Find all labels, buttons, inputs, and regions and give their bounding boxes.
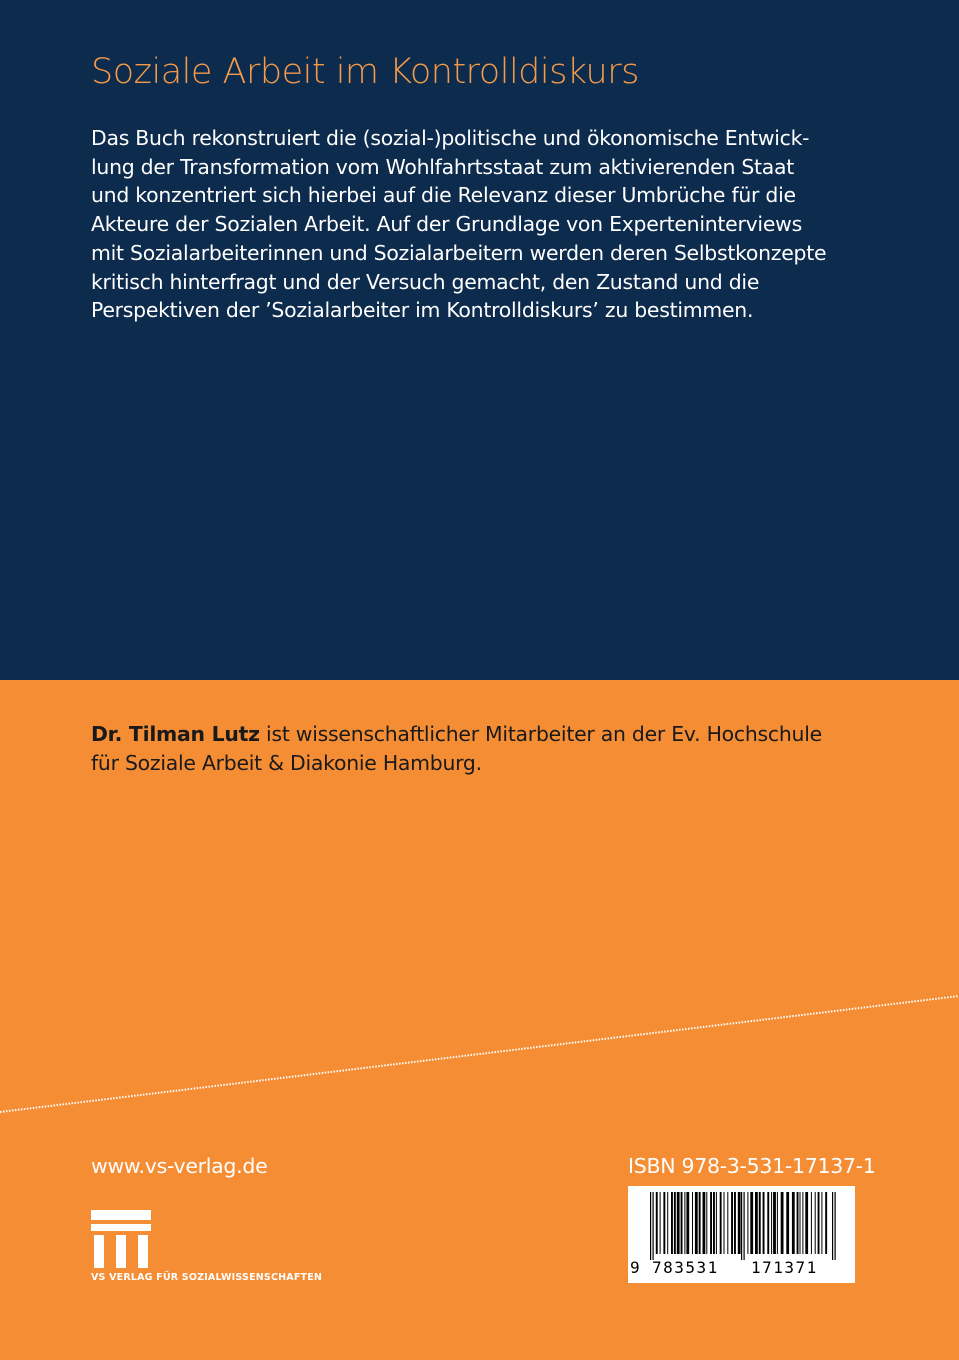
book-title: Soziale Arbeit im Kontrolldiskurs <box>91 52 639 92</box>
barcode-bar <box>771 1192 772 1254</box>
barcode-bar <box>811 1192 812 1254</box>
barcode-bar <box>727 1192 728 1254</box>
barcode-bar <box>786 1192 789 1254</box>
description-line: lung der Transformation vom Wohlfahrtsstaat zum aktivierenden Staat <box>91 154 795 179</box>
barcode-bar <box>773 1192 776 1254</box>
publisher-website-link[interactable]: www.vs-verlag.de <box>91 1154 268 1178</box>
barcode-bar <box>656 1192 658 1254</box>
barcode-digits <box>628 1258 855 1280</box>
barcode-guard-bar <box>744 1192 745 1260</box>
barcode-bar <box>684 1192 685 1254</box>
barcode-bar <box>713 1192 715 1254</box>
barcode-bar <box>663 1192 665 1254</box>
barcode-bar <box>821 1192 822 1254</box>
barcode-bar <box>671 1192 673 1254</box>
barcode-bar <box>716 1192 717 1254</box>
barcode-bar <box>720 1192 722 1254</box>
barcode-bar <box>825 1192 827 1254</box>
barcode-bar <box>792 1192 795 1254</box>
barcode-guard-bar <box>650 1192 651 1260</box>
description-line: und konzentriert sich hierbei auf die Relevanz dieser Umbrüche für die <box>91 183 796 208</box>
barcode-guard-bar <box>741 1192 742 1260</box>
description-line: kritisch hinterfragt und der Versuch gemacht, den Zustand und die <box>91 269 760 294</box>
barcode-bar <box>699 1192 701 1254</box>
barcode-guard-bar <box>653 1192 654 1260</box>
barcode-first-digit: 9 <box>630 1258 640 1277</box>
barcode-guard-bar <box>832 1192 833 1260</box>
barcode-left-group: 783531 <box>652 1258 719 1277</box>
barcode-bars <box>638 1192 845 1260</box>
barcode-bar <box>677 1192 680 1254</box>
author-bio <box>91 720 891 778</box>
barcode-bar <box>767 1192 769 1254</box>
isbn-label: ISBN 978-3-531-17137-1 <box>628 1154 876 1178</box>
barcode-bar <box>802 1192 803 1254</box>
barcode-bar <box>695 1192 698 1254</box>
barcode-bar <box>674 1192 676 1254</box>
author-bio-line: für Soziale Arbeit & Diakonie Hamburg. <box>91 751 482 775</box>
publisher-name: VS VERLAG FÜR SOZIALWISSENSCHAFTEN <box>91 1272 323 1283</box>
barcode-bar <box>738 1192 741 1254</box>
barcode-bar <box>710 1192 712 1254</box>
barcode-bar <box>815 1192 816 1254</box>
author-bio-text: ist wissenschaftlicher Mitarbeiter an der Ev. Hochschule <box>259 722 822 746</box>
barcode-bar <box>797 1192 799 1254</box>
barcode-bar <box>750 1192 753 1254</box>
book-description <box>91 124 871 325</box>
description-line: Akteure der Sozialen Arbeit. Auf der Grundlage von Experteninterviews <box>91 212 802 237</box>
barcode-bar <box>747 1192 748 1254</box>
barcode-bar <box>681 1192 683 1254</box>
description-line: Perspektiven der ’Sozialarbeiter im Kontrolldiskurs’ zu bestimmen. <box>91 298 754 323</box>
description-line: mit Sozialarbeiterinnen und Sozialarbeitern werden deren Selbstkonzepte <box>91 240 827 265</box>
barcode-bar <box>731 1192 733 1254</box>
barcode-guard-bar <box>835 1192 836 1260</box>
vs-verlag-logo-icon <box>91 1210 151 1268</box>
barcode-bar <box>800 1192 801 1254</box>
description-line: Das Buch rekonstruiert die (sozial-)politische und ökonomische Entwick- <box>91 126 810 150</box>
publisher-logo <box>91 1210 321 1290</box>
barcode-bar <box>703 1192 706 1254</box>
barcode-bar <box>724 1192 725 1254</box>
barcode-bar <box>818 1192 820 1254</box>
barcode-bar <box>692 1192 693 1254</box>
author-bio-line <box>91 720 891 749</box>
barcode-bar <box>734 1192 736 1254</box>
barcode-bar <box>805 1192 808 1254</box>
diagonal-divider-line <box>0 960 959 1120</box>
barcode <box>628 1186 855 1283</box>
barcode-bar <box>777 1192 778 1254</box>
barcode-bar <box>763 1192 765 1254</box>
barcode-bar <box>660 1192 661 1254</box>
barcode-bar <box>759 1192 761 1254</box>
author-name: Dr. Tilman Lutz <box>91 722 260 746</box>
barcode-bar <box>667 1192 668 1254</box>
barcode-right-group: 171371 <box>751 1258 818 1277</box>
barcode-bar <box>686 1192 689 1254</box>
barcode-bar <box>781 1192 784 1254</box>
barcode-bar <box>706 1192 707 1254</box>
barcode-bar <box>755 1192 758 1254</box>
